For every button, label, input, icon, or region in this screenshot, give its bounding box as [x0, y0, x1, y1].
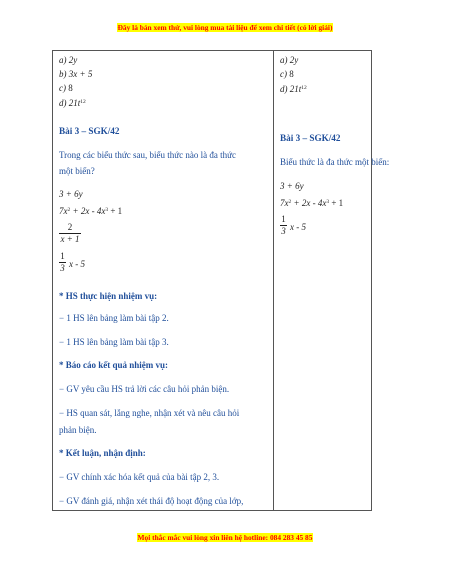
exercise-title: Bài 3 – SGK/42 [59, 126, 120, 136]
question-line-1: Trong các biểu thức sau, biểu thức nào là đa thức [59, 150, 237, 160]
answer-expression-2: $7x^2 + 2x - 4x^3 + 1$ [280, 198, 344, 208]
answer-d: d) $21t^{12}$ [59, 98, 86, 108]
report-item-2-line-1: − HS quan sát, lắng nghe, nhận xét và nêu câu hỏi [59, 408, 240, 418]
preview-notice [0, 23, 450, 32]
expression-4-fraction: 1 3 [60, 251, 65, 273]
right-column [274, 51, 390, 510]
answer-statement: Biểu thức là đa thức một biến: [280, 157, 390, 167]
conclusion-item-2: − GV đánh giá, nhận xét thái độ hoạt động của lớp, [59, 496, 244, 506]
expression-3-fraction: 2 x + 1 [60, 222, 80, 244]
answer-b: b) 3x + 5 [59, 69, 93, 79]
exercise-right-title: Bài 3 – SGK/42 [280, 133, 341, 143]
task-item-1: − 1 HS lên bảng làm bài tập 2. [59, 313, 169, 323]
hotline-notice [0, 533, 450, 542]
question-line-2: một biến? [59, 166, 95, 176]
hotline-notice-text: Mọi thắc mắc vui lòng xin liên hệ hotline: 084 283 45 85 [137, 533, 313, 542]
answer-a: a) 2y [59, 55, 78, 65]
lesson-table [52, 50, 390, 511]
conclusion-item-1: − GV chính xác hóa kết quả của bài tập 2, 3. [59, 472, 220, 482]
answer-right-d: d) $21t^{12}$ [280, 84, 307, 94]
answer-c: c) 8 [59, 83, 73, 93]
answer-expression-1: 3 + 6y [280, 181, 304, 191]
answer-expression-3-fraction: 1 3 [281, 214, 286, 236]
answer-expression-3-tail: x - 5 [290, 222, 306, 232]
answer-right-a: a) 2y [280, 55, 299, 65]
conclusion-heading: * Kết luận, nhận định: [59, 448, 146, 458]
answer-right-c: c) 8 [280, 69, 294, 79]
preview-notice-text: Đây là bản xem thử, vui lòng mua tài liệu để xem chi tiết (có lời giải) [117, 23, 333, 32]
left-column [53, 51, 273, 510]
report-heading: * Báo cáo kết quả nhiệm vụ: [59, 360, 169, 370]
expression-4-tail: x - 5 [69, 259, 85, 269]
expression-1: 3 + 6y [59, 189, 83, 199]
task-item-2: − 1 HS lên bảng làm bài tập 3. [59, 337, 169, 347]
report-item-1: − GV yêu cầu HS trả lời các câu hỏi phản biện. [59, 384, 230, 394]
report-item-2-line-2: phản biện. [59, 425, 97, 435]
task-heading: * HS thực hiện nhiệm vụ: [59, 291, 158, 301]
expression-2: $7x^2 + 2x - 4x^3 + 1$ [59, 206, 123, 216]
